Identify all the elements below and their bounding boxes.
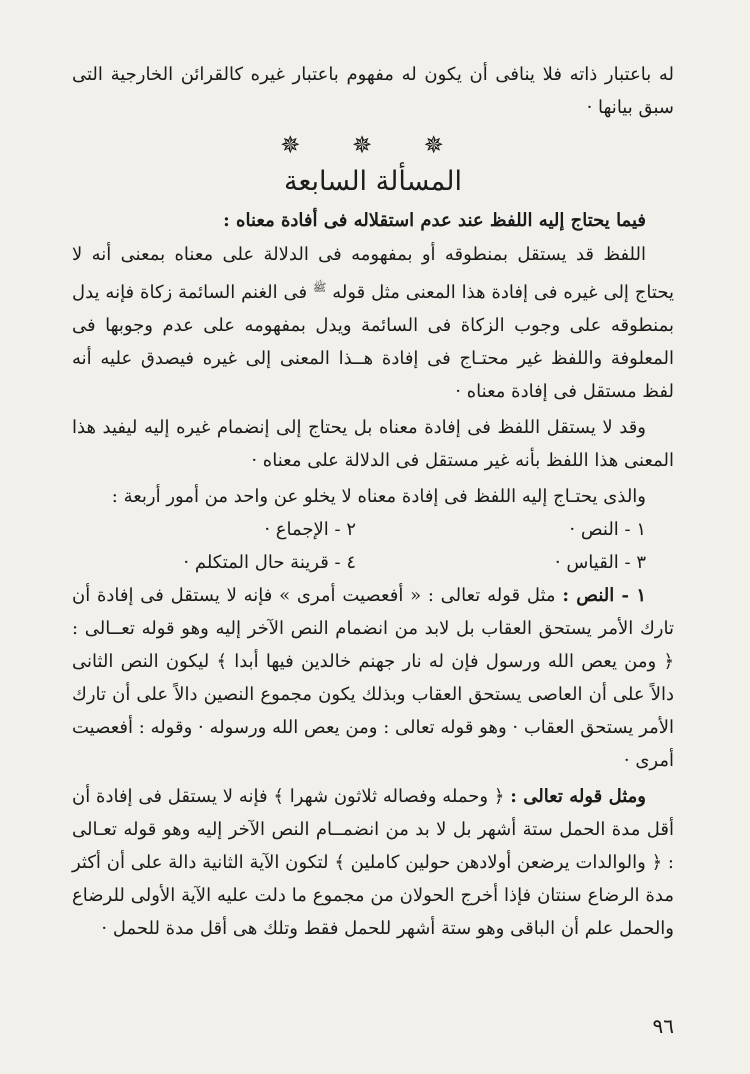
nass-label: ١ - النص :: [562, 585, 646, 606]
section-subheading: فيما يحتاج إليه اللفظ عند عدم استقلاله فى أفادة معناه :: [223, 210, 646, 231]
paragraph-dependent-word: وقد لا يستقل اللفظ فى إفادة معناه بل يحتاج إلى إنضمام غيره إليه ليفيد هذا المعنى هذا اللفظ بأنه غير مستقل فى الدلالة على معناه ·: [72, 417, 674, 471]
pregnancy-example-label: ومثل قوله تعالى :: [510, 786, 646, 807]
paragraph-pregnancy-example: [72, 780, 674, 945]
list-item-speaker-context: ٤ - قرينة حال المتكلم ·: [183, 552, 356, 573]
paragraph-independent-word: [72, 238, 674, 408]
list-item-text: ١ - النص ·: [569, 519, 646, 540]
section-divider-stars: ✵ ✵ ✵: [280, 131, 466, 159]
paragraph-independent-text-start: اللفظ قد يستقل بمنطوقه أو بمفهومه فى الدلالة على معناه بمعنى أنه لا يحتاج إلى غيره فى إفادة هذا المعنى مثل قوله: [72, 244, 674, 303]
list-item-analogy: ٣ - القياس ·: [554, 552, 646, 573]
paragraph-four-matters: والذى يحتـاج إليه اللفظ فى إفادة معناه لا يخلو عن واحد من أمور أربعة :: [111, 486, 646, 507]
four-matters-list: [72, 513, 674, 579]
pregnancy-example-text: ﴿ وحمله وفصاله ثلاثون شهرا ﴾ فإنه لا يستقل فى إفادة أن أقل مدة الحمل ستة أشهر بل لا بد من انضمــام النص الآخر إليه وهو قوله تعـالى : ﴿ والوالدات يرضعن أولادهن حولين كاملين ﴾ لتكون الآية الثانية دالة على أن أكثر مدة الرضاع سنتان فإذا أخرج الحولان من مجموع ما دلت عليه الآية الأولى للرضاع والحمل علم أن الباقى وهو ستة أشهر للحمل فقط وتلك هى أقل مدة للحمل ·: [72, 786, 674, 939]
intro-paragraph: له باعتبار ذاته فلا ينافى أن يكون له مفهوم باعتبار غيره كالقرائن الخارجية التى سبق بيانها ·: [72, 64, 674, 118]
section-heading: المسألة السابعة: [284, 166, 462, 197]
list-item-consensus: ٢ - الإجماع ·: [264, 519, 356, 540]
paragraph-independent-text-end: فى الغنم السائمة زكاة فإنه يدل بمنطوقه على وجوب الزكاة فى السائمة ويدل بمفهومه على عدم وجوبها فى المعلوفة واللفظ غير محتـاج فى إفادة هــذا المعنى إلى غيره فيصدق عليه أنه لفظ مستقل فى إفادة معناه ·: [72, 282, 674, 402]
page-number: ٩٦: [652, 1014, 674, 1038]
honorific-symbol: ﷺ: [313, 281, 327, 294]
paragraph-nass-example: [72, 579, 674, 777]
nass-example-text: مثل قوله تعالى : « أفعصيت أمرى » فإنه لا يستقل فى إفادة أن تارك الأمر يستحق العقاب بل لابد من انضمام النص الآخر إليه وهو قوله تعــالى : ﴿ ومن يعص الله ورسول فإن له نار جهنم خالدين فيها أبدا ﴾ ليكون النص الثانى دالاً على أن العاصى يستحق العقاب وبذلك يكون مجموع النصين دالاً على أن تارك الأمر يستحق العقاب · وهو قوله تعالى : ومن يعص الله ورسوله · وقوله : أفعصيت أمرى ·: [72, 585, 674, 771]
